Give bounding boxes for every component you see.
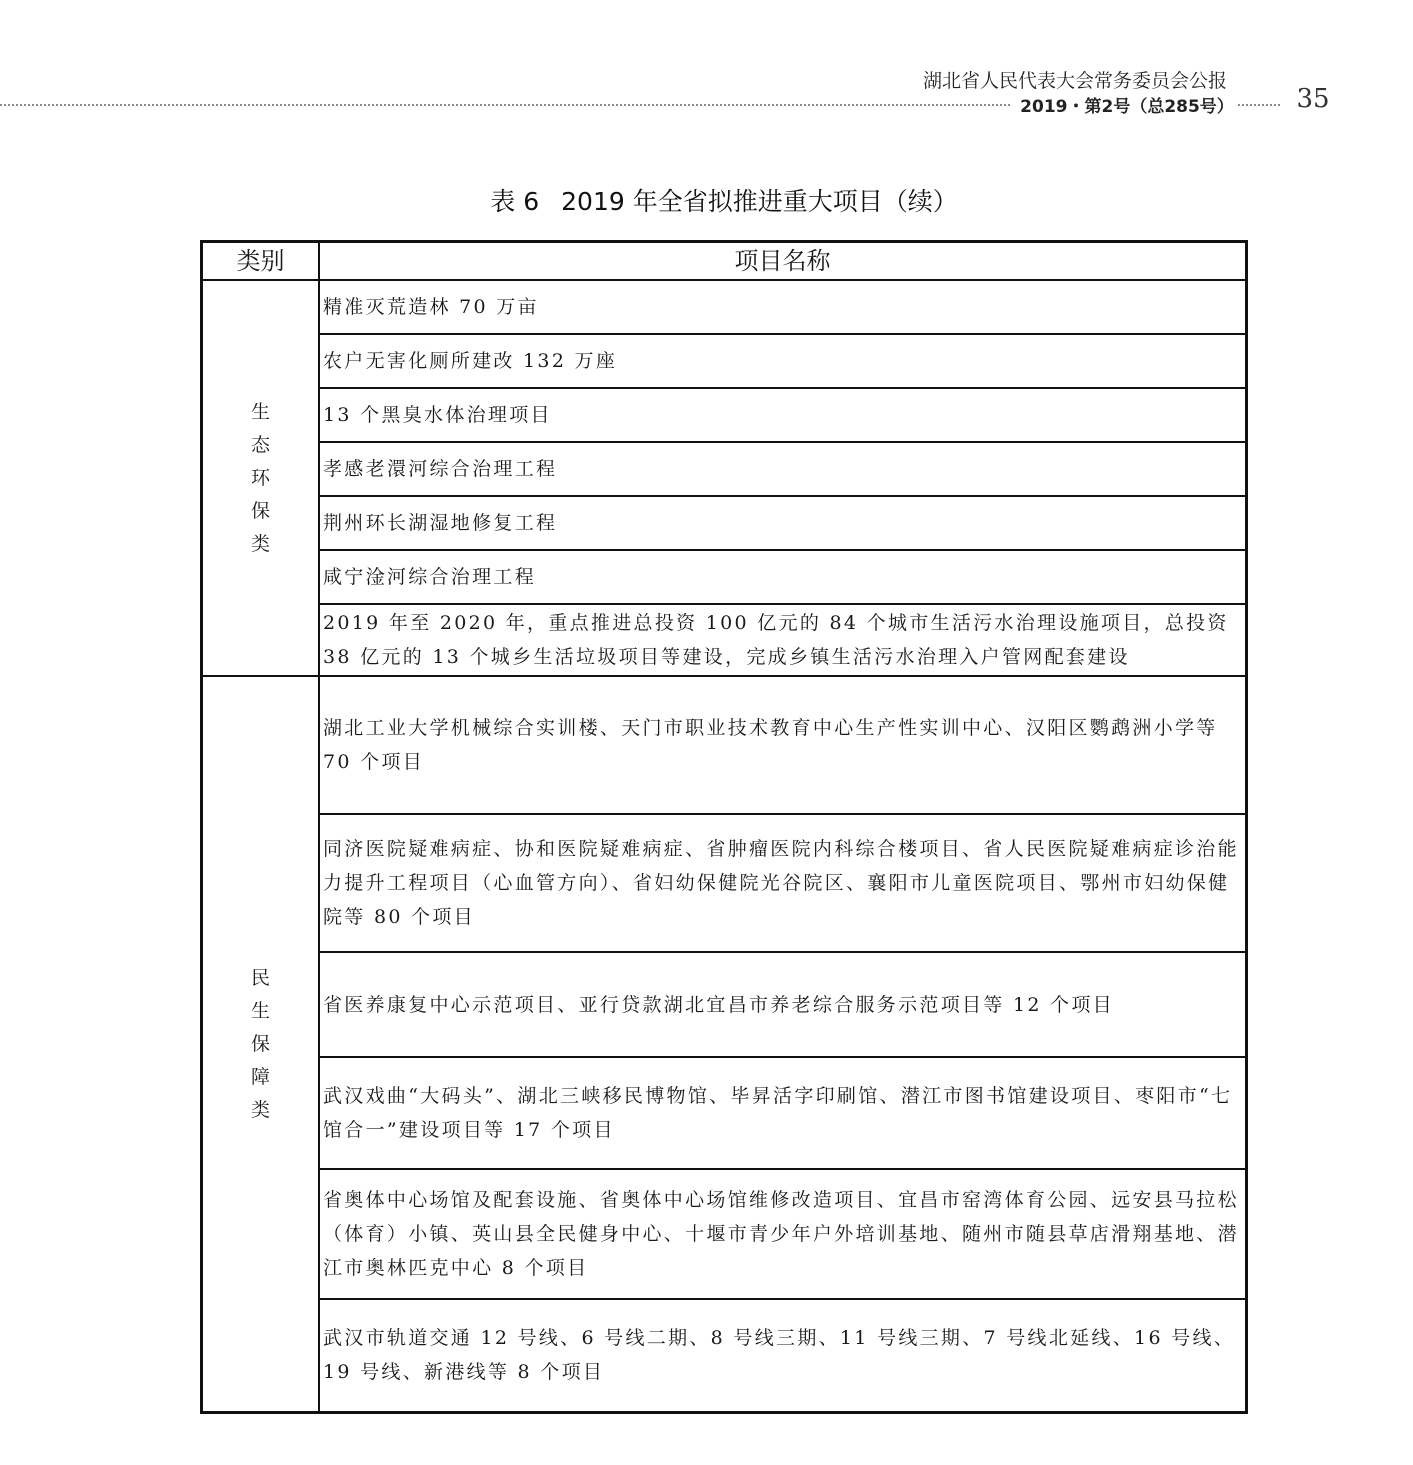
row-text: 荆州环长湖湿地修复工程 (323, 512, 558, 534)
row-text: 咸宁淦河综合治理工程 (323, 566, 537, 588)
table-row (323, 497, 1241, 549)
table-row (323, 815, 1241, 951)
table-title-text: 2019 年全省拟推进重大项目（续） (561, 187, 958, 216)
table-row (323, 677, 1241, 813)
row-text: 湖北工业大学机械综合实训楼、天门市职业技术教育中心生产性实训中心、汉阳区鹦鹉洲小学等 70 个项目 (323, 717, 1218, 773)
category-char: 保 (250, 499, 270, 522)
column-header-category: 类别 (236, 247, 285, 275)
category-char: 态 (250, 433, 270, 456)
row-text: 13 个黑臭水体治理项目 (323, 404, 552, 426)
column-divider (318, 243, 320, 1411)
category-char: 保 (250, 1032, 270, 1055)
projects-table (200, 240, 1248, 1414)
row-text: 武汉戏曲“大码头”、湖北三峡移民博物馆、毕昇活字印刷馆、潜江市图书馆建设项目、枣阳市“七馆合一”建设项目等 17 个项目 (323, 1085, 1233, 1141)
category-livelihood (203, 677, 318, 1411)
table-number: 表 6 (490, 187, 540, 216)
row-text: 2019 年至 2020 年，重点推进总投资 100 亿元的 84 个城市生活污水治理设施项目，总投资 38 亿元的 13 个城乡生活垃圾项目等建设，完成乡镇生活污水治理入户管网配套建设 (323, 612, 1229, 668)
row-text: 武汉市轨道交通 12 号线、6 号线二期、8 号线三期、11 号线三期、7 号线北延线、16 号线、19 号线、新港线等 8 个项目 (323, 1327, 1236, 1383)
row-text: 省奥体中心场馆及配套设施、省奥体中心场馆维修改造项目、宜昌市窑湾体育公园、远安县马拉松（体育）小镇、英山县全民健身中心、十堰市青少年户外培训基地、随州市随县草店滑翔基地、潜江市奥林匹克中心 8 个项目 (323, 1189, 1239, 1279)
category-char: 类 (250, 532, 270, 555)
table-row (323, 1170, 1241, 1298)
table-row (323, 281, 1241, 333)
category-char: 环 (250, 466, 270, 489)
row-text: 孝感老澴河综合治理工程 (323, 458, 558, 480)
publication-title: 湖北省人民代表大会常务委员会公报 (922, 70, 1227, 92)
row-text: 同济医院疑难病症、协和医院疑难病症、省肿瘤医院内科综合楼项目、省人民医院疑难病症诊治能力提升工程项目（心血管方向）、省妇幼保健院光谷院区、襄阳市儿童医院项目、鄂州市妇幼保健院等 80 个项目 (323, 838, 1239, 928)
table-header-row (203, 243, 1245, 281)
row-text: 精准灭荒造林 70 万亩 (323, 296, 539, 318)
category-char: 类 (250, 1098, 270, 1121)
page-number: 35 (1296, 84, 1330, 114)
table-row (323, 443, 1241, 495)
table-title (200, 182, 1248, 218)
row-text: 农户无害化厕所建改 132 万座 (323, 350, 618, 372)
table-row (323, 1300, 1241, 1410)
table-row (323, 335, 1241, 387)
column-header-project-name: 项目名称 (734, 247, 831, 275)
table-row (323, 953, 1241, 1056)
category-ecology (203, 281, 318, 675)
category-char: 障 (250, 1065, 270, 1088)
header-dotted-rule-left (0, 104, 1010, 106)
table-row (323, 551, 1241, 603)
table-row (323, 1058, 1241, 1168)
table-row (323, 389, 1241, 441)
category-char: 生 (250, 400, 270, 423)
header-dotted-rule-right (1238, 104, 1280, 106)
category-char: 民 (250, 966, 270, 989)
row-text: 省医养康复中心示范项目、亚行贷款湖北宜昌市养老综合服务示范项目等 12 个项目 (323, 993, 1114, 1016)
table-row (323, 605, 1241, 675)
category-char: 生 (250, 999, 270, 1022)
issue-number: 2019・第2号（总285号） (1020, 97, 1234, 117)
